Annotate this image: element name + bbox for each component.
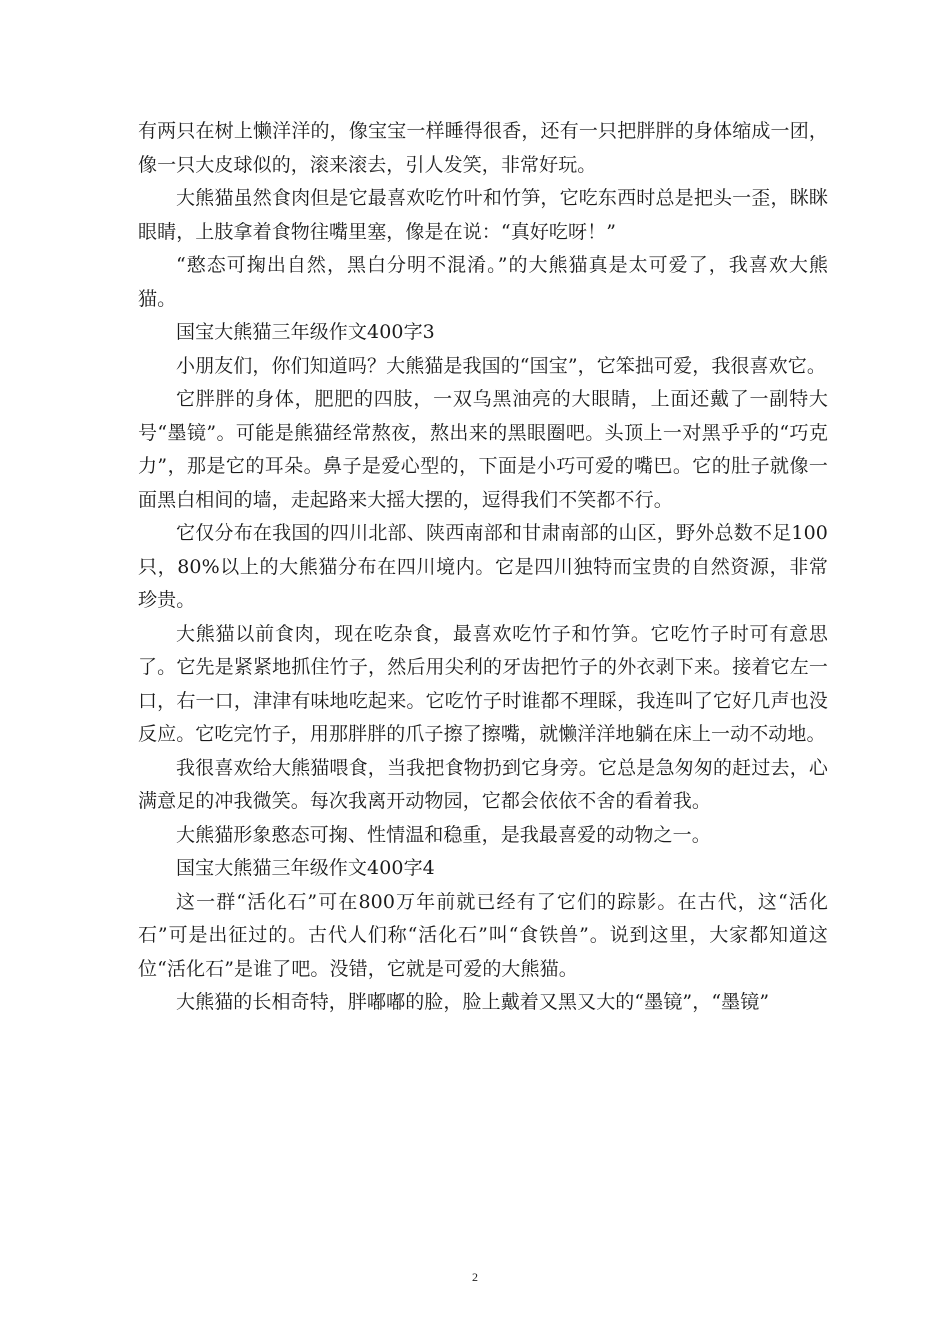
paragraph: 它胖胖的身体，肥肥的四肢，一双乌黑油亮的大眼睛，上面还戴了一副特大号“墨镜”。可能是熊猫经常熬夜，熬出来的黑眼圈吧。头顶上一对黑乎乎的“巧克力”，那是它的耳朵。鼻子是爱心型的，下面是小巧可爱的嘴巴。它的肚子就像一面黑白相间的墙，走起路来大摇大摆的，逗得我们不笑都不行。 (138, 388, 828, 511)
page-number: 2 (472, 1270, 478, 1284)
paragraph: 这一群“活化石”可在800万年前就已经有了它们的踪影。在古代，这“活化石”可是出征过的。古代人们称“活化石”叫“食铁兽”。说到这里，大家都知道这位“活化石”是谁了吧。没错，它就是可爱的大熊猫。 (138, 890, 828, 980)
paragraph: “憨态可掬出自然，黑白分明不混淆。”的大熊猫真是太可爱了，我喜欢大熊猫。 (138, 254, 828, 310)
document-body (138, 115, 828, 1020)
paragraph: 它仅分布在我国的四川北部、陕西南部和甘肃南部的山区，野外总数不足100只，80%以上的大熊猫分布在四川境内。它是四川独特而宝贵的自然资源，非常珍贵。 (138, 522, 828, 611)
paragraph: 大熊猫虽然食肉但是它最喜欢吃竹叶和竹笋，它吃东西时总是把头一歪，眯眯眼睛，上肢拿着食物往嘴里塞，像是在说：“真好吃呀！” (138, 187, 828, 243)
paragraph: 大熊猫的长相奇特，胖嘟嘟的脸，脸上戴着又黑又大的“墨镜”，“墨镜” (176, 991, 770, 1013)
section-heading: 国宝大熊猫三年级作文400字3 (176, 321, 435, 343)
paragraph: 我很喜欢给大熊猫喂食，当我把食物扔到它身旁。它总是急匆匆的赶过去，心满意足的冲我微笑。每次我离开动物园，它都会依依不舍的看着我。 (138, 756, 828, 812)
paragraph: 大熊猫以前食肉，现在吃杂食，最喜欢吃竹子和竹笋。它吃竹子时可有意思了。它先是紧紧地抓住竹子，然后用尖利的牙齿把竹子的外衣剥下来。接着它左一口，右一口，津津有味地吃起来。它吃竹子时谁都不理睬，我连叫了它好几声也没反应。它吃完竹子，用那胖胖的爪子擦了擦嘴，就懒洋洋地躺在床上一动不动地。 (138, 622, 828, 745)
paragraph: 大熊猫形象憨态可掬、性情温和稳重，是我最喜爱的动物之一。 (176, 823, 711, 846)
section-heading: 国宝大熊猫三年级作文400字4 (176, 857, 435, 879)
paragraph: 有两只在树上懒洋洋的，像宝宝一样睡得很香，还有一只把胖胖的身体缩成一团，像一只大皮球似的，滚来滚去，引人发笑，非常好玩。 (138, 120, 828, 176)
paragraph: 小朋友们，你们知道吗？大熊猫是我国的“国宝”，它笨拙可爱，我很喜欢它。 (176, 354, 826, 377)
